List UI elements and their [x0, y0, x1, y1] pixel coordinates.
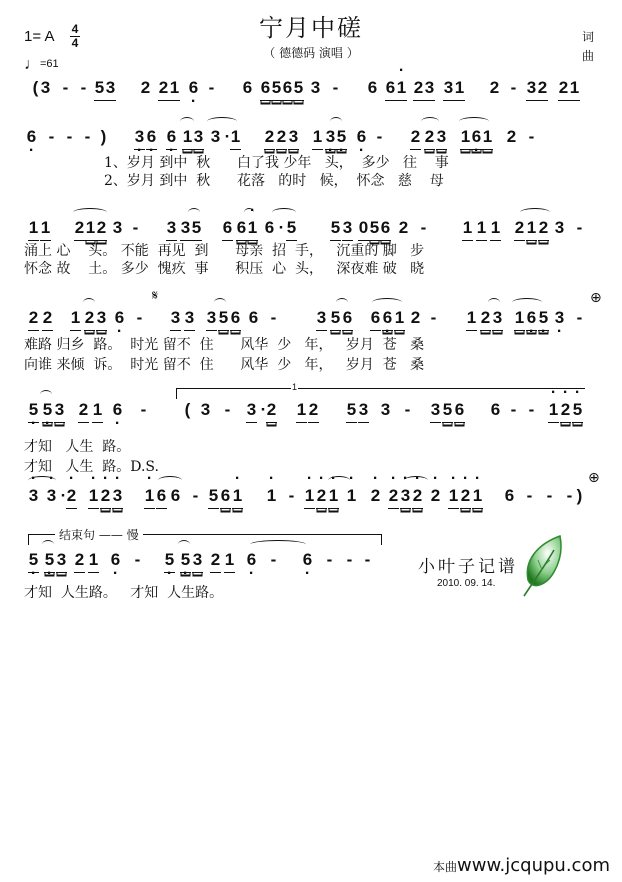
sustain-dash: - [528, 400, 535, 419]
sustain-dash: - [364, 550, 371, 569]
sustain-dash: - [224, 400, 231, 419]
slur-tie [188, 208, 200, 217]
augmentation-dot: · [260, 400, 267, 419]
note: 3 [96, 306, 107, 331]
slur-tie [180, 117, 194, 126]
note: 6 · [112, 398, 123, 422]
note: 3 [246, 398, 257, 423]
note: 2 [308, 398, 319, 423]
note: 3 · [325, 125, 336, 150]
note: · 2 [316, 484, 327, 509]
note: 0 [358, 216, 369, 241]
coda-icon: ⊕ [588, 470, 600, 486]
note: 3 [40, 78, 51, 97]
note: 1 [85, 216, 96, 241]
tempo-marking: ♩=61 [24, 56, 59, 73]
note: 5 · [538, 306, 549, 331]
note: 6 · [26, 125, 37, 149]
note: 6 · [356, 125, 367, 149]
sustain-dash: - [326, 550, 333, 569]
note: 6 [220, 484, 231, 509]
note: 1 [454, 76, 465, 101]
first-ending-label: 1 [292, 382, 298, 392]
slur-tie [214, 298, 226, 307]
note [128, 76, 139, 100]
note: 5 [293, 76, 304, 101]
note: · 1 [396, 76, 407, 101]
sustain-dash: - [376, 127, 383, 146]
note: 6 · [114, 306, 125, 330]
note: 6 · [110, 548, 121, 572]
note: · 1 [232, 484, 243, 509]
note [304, 306, 315, 330]
note: 6 [490, 400, 501, 419]
note: · 1 [144, 484, 155, 509]
sustain-dash: - [288, 486, 295, 505]
note: 2 [84, 306, 95, 331]
note [230, 76, 241, 100]
note: · 5 [572, 398, 583, 423]
slur-tie [328, 476, 350, 485]
note [550, 125, 561, 149]
lyric-line: 涌上 心 头。 不能 再见 到 母亲 招 手， 沉重的 脚 步 [24, 243, 425, 259]
note: 3 [200, 400, 211, 419]
note: 3 [310, 78, 321, 97]
note: 2 [558, 76, 569, 101]
note: 1 [460, 125, 471, 150]
note: · 1 [247, 216, 258, 241]
parenthesis: ( [32, 78, 39, 97]
note: 6 · [188, 76, 199, 100]
parenthesis: ) [100, 127, 107, 146]
note: 3 · [554, 306, 565, 330]
note: 3 [443, 76, 454, 101]
note [598, 216, 609, 240]
lyric-line: 1、岁月 到中 秋 白了我 少年 头， 多少 往 事 [104, 155, 449, 171]
note: 5 [208, 484, 219, 509]
slur-tie [83, 298, 95, 307]
note: 2 [424, 125, 435, 150]
note: 5 · [164, 548, 175, 573]
slur-tie [28, 476, 56, 485]
note: 1 [296, 398, 307, 423]
slur-tie [488, 298, 500, 307]
note [492, 484, 503, 508]
segno-icon: 𝄋 [152, 288, 159, 304]
augmentation-dot: · [278, 218, 285, 237]
note: · 1 [88, 484, 99, 509]
note: 5 [346, 398, 357, 423]
note: 5 [442, 398, 453, 423]
slur-tie [520, 208, 550, 217]
quarter-note-icon: ♩ [24, 56, 40, 73]
note: 5 [369, 216, 380, 241]
note: 1 [40, 216, 51, 241]
sustain-dash: - [48, 127, 55, 146]
note: 6 [380, 216, 391, 241]
note [397, 125, 408, 149]
note [152, 548, 163, 572]
staff-line2 [0, 125, 622, 155]
note: 1 [312, 125, 323, 150]
sustain-dash: - [510, 400, 517, 419]
ending-phrase-label: 结束句 —— 慢 [55, 526, 143, 543]
note: · 2 [560, 398, 571, 423]
note: 6 [242, 78, 253, 97]
note: 3 [193, 125, 204, 150]
note: 6 [170, 486, 181, 505]
note: 6 · [246, 548, 257, 572]
note: 2 [78, 398, 89, 423]
slur-tie [73, 208, 107, 217]
sustain-dash: - [270, 550, 277, 569]
note: 3 [192, 548, 203, 573]
note: · 1 [304, 484, 315, 509]
sustain-dash: - [140, 400, 147, 419]
sustain-dash: - [546, 486, 553, 505]
note: 5 [218, 306, 229, 331]
note: 2 [398, 218, 409, 237]
slur-tie [459, 117, 489, 126]
note: 3 · [134, 125, 145, 150]
note: 2 [537, 76, 548, 101]
note: 6 [264, 218, 275, 237]
note: 6 [230, 306, 241, 331]
lyric-line: 2、岁月 到中 秋 花落 的时 候， 怀念 慈 母 [104, 173, 444, 189]
lyric-line: 怀念 故 土。 多少 愧疚 事 积压 心 头， 深夜难 破 晓 [24, 261, 425, 277]
note: 2 [28, 306, 39, 331]
staff-line4 [0, 288, 622, 336]
note [355, 76, 366, 100]
note: 3 [436, 125, 447, 150]
sustain-dash: - [430, 308, 437, 327]
note: 3 [526, 76, 537, 101]
note: · 1 [328, 484, 339, 509]
note: · 3 [46, 484, 57, 508]
note: 3 [184, 306, 195, 331]
singer-credit: （ 德德码 演唱 ） [263, 46, 359, 60]
note: 5 · [42, 398, 53, 423]
note: 6 [236, 216, 247, 241]
sustain-dash: - [80, 78, 87, 97]
note: 2 [410, 125, 421, 150]
note: 2 [514, 216, 525, 241]
note: 1 [394, 306, 405, 331]
slur-tie [244, 208, 254, 217]
note [252, 484, 263, 508]
note: 1 [569, 76, 580, 101]
sustain-dash: - [332, 78, 339, 97]
note [132, 484, 143, 508]
note: 6 [454, 398, 465, 423]
leaf-logo-icon [520, 534, 564, 603]
slur-tie [158, 476, 182, 485]
sustain-dash: - [576, 308, 583, 327]
sustain-dash: - [208, 78, 215, 97]
note: 6 [282, 76, 293, 101]
slur-tie [512, 298, 542, 307]
note: 2 [42, 306, 53, 331]
lyric-line: 难路 归乡 路。 时光 留不 住 风华 少 年， 岁月 苍 桑 [24, 337, 425, 353]
note: 6 [156, 484, 167, 509]
lyric-line: 才知 人生 路。D.S. [24, 459, 159, 475]
note: 3 [170, 306, 181, 331]
slur-tie [421, 117, 439, 126]
augmentation-dot: · [224, 127, 231, 146]
slur-tie [404, 476, 428, 485]
slur-tie [336, 298, 348, 307]
note: 5 [286, 216, 297, 241]
note: 2 [489, 78, 500, 97]
sustain-dash: - [84, 127, 91, 146]
note [477, 76, 488, 100]
sustain-dash: - [566, 486, 573, 505]
sustain-dash: - [66, 127, 73, 146]
note: 2 [413, 76, 424, 101]
note: 3 [342, 216, 353, 241]
note: 3 [166, 216, 177, 241]
note: 1 [92, 398, 103, 423]
note: 3 [105, 76, 116, 101]
note [450, 216, 461, 240]
note: 2 [480, 306, 491, 331]
sustain-dash: - [192, 486, 199, 505]
sustain-dash: - [526, 486, 533, 505]
note: 1 [70, 306, 81, 331]
lyric-line: 才知 人生 路。 [24, 439, 131, 455]
note: 5 [330, 306, 341, 331]
note: 5 · [28, 548, 39, 573]
note: · 2 [66, 484, 77, 509]
sustain-dash: - [62, 78, 69, 97]
note: 5 [271, 76, 282, 101]
note [110, 125, 121, 149]
note: 3 [430, 398, 441, 423]
note: 1 [28, 216, 39, 241]
time-signature: 4 4 [71, 22, 79, 50]
note [598, 306, 609, 330]
note: 5 · [44, 548, 55, 573]
note [290, 548, 301, 572]
note: 6 [260, 76, 271, 101]
sustain-dash: - [576, 218, 583, 237]
sustain-dash: - [136, 308, 143, 327]
note [316, 216, 327, 240]
note: 3 [288, 125, 299, 150]
note: 6 · [146, 125, 157, 150]
key-signature: 1= A [24, 28, 55, 45]
note: · 3 [400, 484, 411, 509]
note [596, 76, 607, 100]
note: 1 [224, 548, 235, 573]
note [332, 398, 343, 422]
slur-tie [330, 117, 342, 126]
note [376, 548, 387, 572]
note: 1 [88, 548, 99, 573]
sustain-dash: - [134, 550, 141, 569]
note: 6 · [302, 548, 313, 572]
note: 2 [410, 308, 421, 327]
note: 2 [506, 127, 517, 146]
note: 6 [385, 76, 396, 101]
source-watermark: 本曲www.jcqupu.com [433, 855, 610, 876]
note: 5 [191, 216, 202, 241]
note: 2 [538, 216, 549, 241]
note: 1 [482, 125, 493, 150]
note: 5 [330, 216, 341, 241]
note: 2 [74, 548, 85, 573]
note: · 1 [266, 484, 277, 508]
note: 6 [367, 78, 378, 97]
slur-tie [372, 298, 402, 307]
note: 2 [96, 216, 107, 241]
note [157, 306, 168, 330]
transcriber-signature: 小叶子记谱 [418, 557, 518, 577]
note: 6 [370, 306, 381, 331]
note: 5 · [336, 125, 347, 150]
sustain-dash: - [528, 127, 535, 146]
note [580, 484, 591, 508]
note: 1 [230, 125, 241, 150]
slur-tie [272, 208, 296, 217]
note: · 2 [388, 484, 399, 509]
note: 1 [514, 306, 525, 331]
sustain-dash: - [404, 400, 411, 419]
note: 3 [56, 548, 67, 573]
note [252, 125, 263, 149]
slur-tie [207, 117, 237, 126]
note: 1 [466, 306, 477, 331]
staff-line5 [0, 382, 622, 428]
note: · 1 [548, 398, 559, 423]
note: 3 [206, 306, 217, 331]
parenthesis: ( [184, 400, 191, 419]
note [478, 398, 489, 422]
note: 3 [180, 216, 191, 241]
note: · 2 [370, 484, 381, 508]
note: 3 [316, 306, 327, 331]
note: 6 [222, 216, 233, 241]
composer-credit: 曲 [581, 49, 594, 63]
note: 3 [554, 218, 565, 237]
note: · 2 [412, 484, 423, 509]
staff-line1 [0, 76, 622, 106]
note: · 2 [100, 484, 111, 509]
ending-phrase-bracket [28, 528, 382, 545]
note: 6 [342, 306, 353, 331]
note: 1 [182, 125, 193, 150]
sustain-dash: - [510, 78, 517, 97]
note: · 2 [460, 484, 471, 509]
transcription-date: 2010. 09. 14. [437, 578, 496, 589]
note: 1 [490, 216, 501, 241]
note: 2 [158, 76, 169, 101]
sustain-dash: - [420, 218, 427, 237]
note: 2 [264, 125, 275, 150]
note: 1 [169, 76, 180, 101]
note: 5 · [28, 398, 39, 423]
first-ending-bracket [176, 382, 585, 399]
note: 5 [94, 76, 105, 101]
note: 1 [462, 216, 473, 241]
note: · 1 [346, 484, 357, 508]
slur-tie [40, 390, 52, 399]
note: 6 [504, 486, 515, 505]
note [452, 306, 463, 330]
parenthesis: ) [576, 486, 583, 505]
note: 3 [210, 127, 221, 146]
note: · 3 [112, 484, 123, 509]
note: 3 [492, 306, 503, 331]
note [594, 398, 605, 422]
lyric-line: 才知 人生路。 才知 人生路。 [24, 585, 224, 601]
note: 6 · [471, 125, 482, 150]
note: 3 [380, 400, 391, 419]
note: 6 · [166, 125, 177, 150]
song-title: 宁月中磋 [259, 14, 363, 42]
sustain-dash: - [270, 308, 277, 327]
note [152, 216, 163, 240]
note: 2 [140, 78, 151, 97]
note: 3 [424, 76, 435, 101]
note: 5 · [180, 548, 191, 573]
note: 3 [112, 218, 123, 237]
note: · 1 [448, 484, 459, 509]
note: 6 · [526, 306, 537, 331]
note: 3 [54, 398, 65, 423]
note: 2 [210, 548, 221, 573]
sustain-dash: - [346, 550, 353, 569]
note: · 2 [430, 484, 441, 508]
note: 3 [358, 398, 369, 423]
note: 1 [526, 216, 537, 241]
note: · 1 [472, 484, 483, 509]
note: 2 [74, 216, 85, 241]
lyric-line: 向谁 来倾 诉。 时光 留不 住 风华 少 年， 岁月 苍 桑 [24, 357, 425, 373]
coda-icon: ⊕ [590, 290, 602, 306]
staff-line6 [0, 470, 622, 514]
note: 2 [276, 125, 287, 150]
sustain-dash: - [132, 218, 139, 237]
lyricist-credit: 词 [581, 30, 594, 44]
note: 1 [476, 216, 487, 241]
note: · 3 [28, 484, 39, 508]
augmentation-dot: · [60, 486, 67, 505]
note: 6 · [382, 306, 393, 331]
note: 2 [266, 398, 277, 423]
note: 6 [248, 308, 259, 327]
